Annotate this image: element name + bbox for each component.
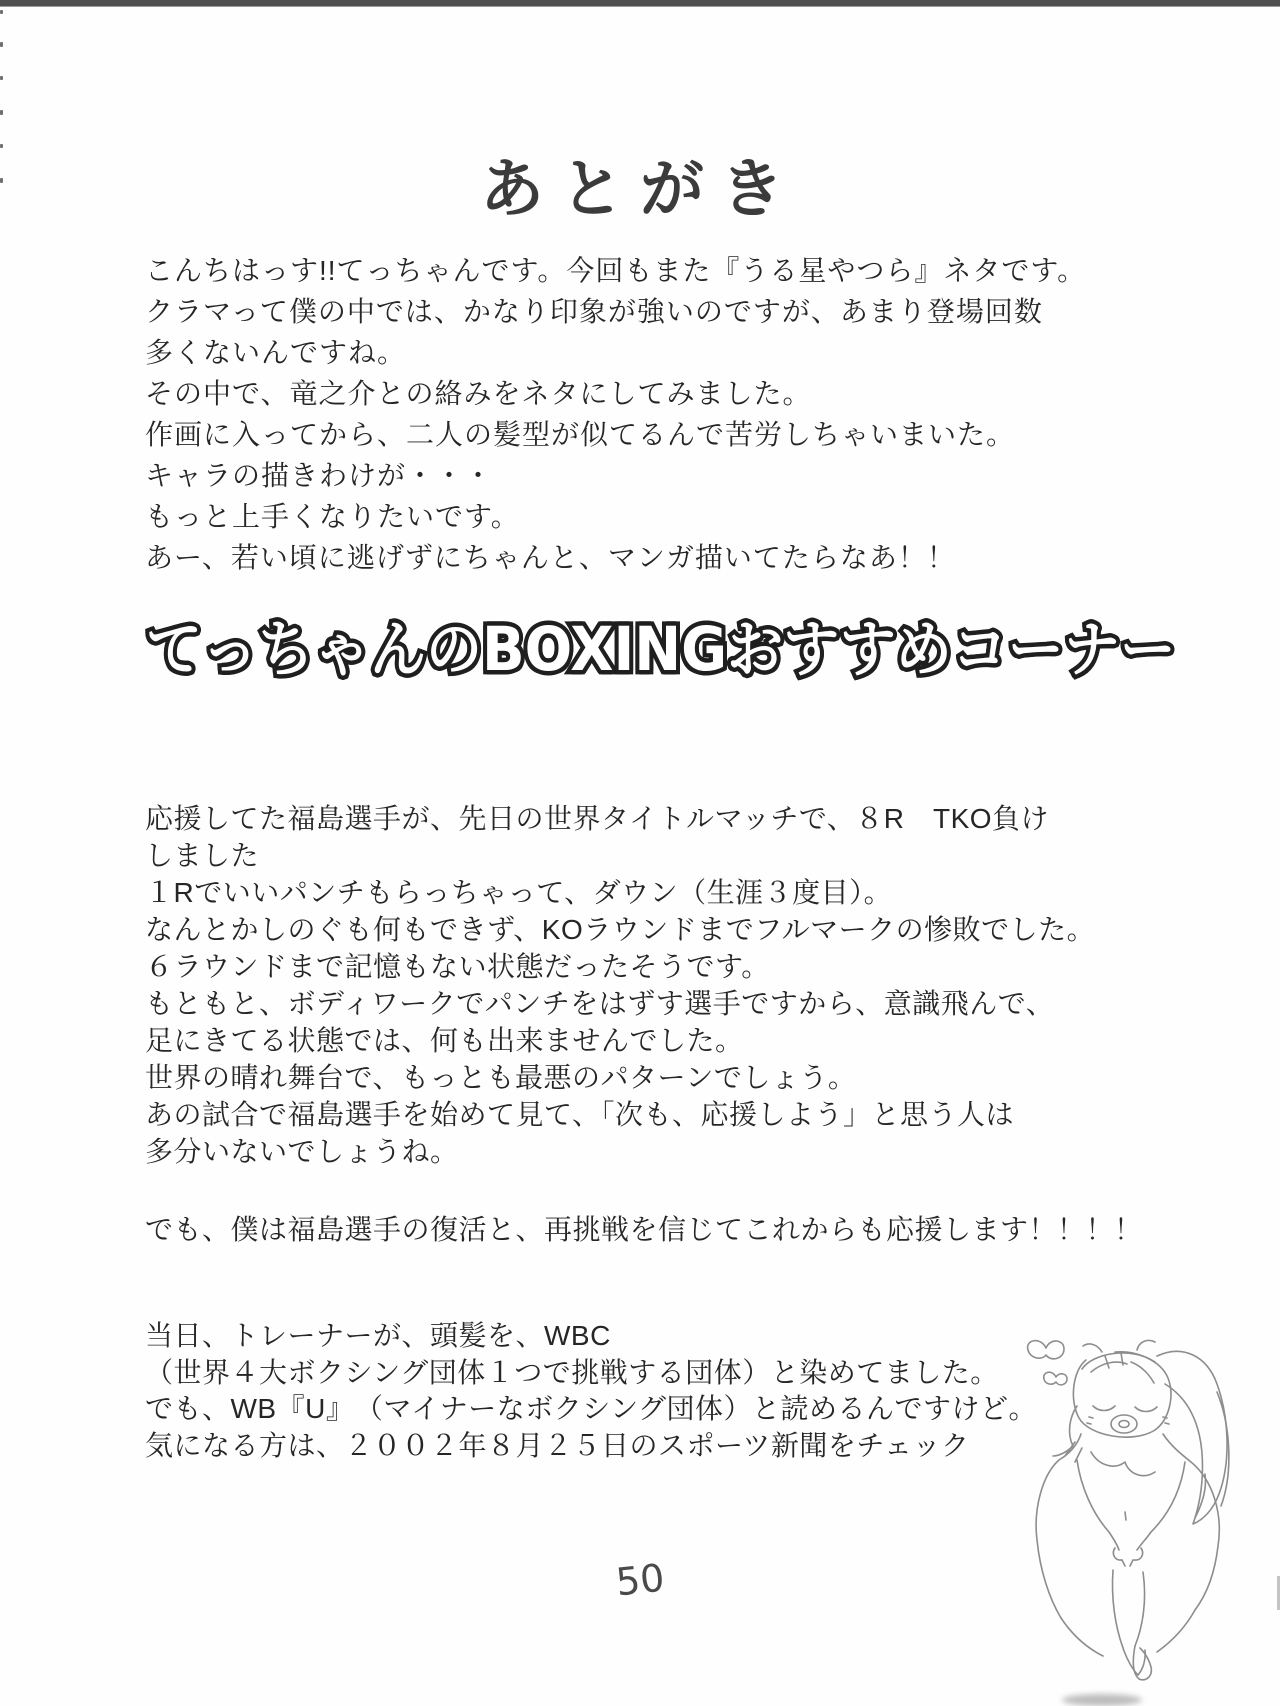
boxing-corner-heading: てっちゃんのBOXINGおすすめコーナー	[146, 614, 1176, 686]
boxing-report-line: しました	[145, 840, 260, 871]
page-number: 50	[613, 1555, 667, 1605]
trainer-line: （世界４大ボクシング団体１つで挑戦する団体）と染めてました。	[145, 1356, 999, 1388]
page-title: あとがき	[480, 153, 800, 227]
trainer-line: 気になる方は、２００２年８月２５日のスポーツ新聞をチェック	[145, 1429, 970, 1461]
afterword-paragraph	[145, 250, 1086, 578]
trainer-line: 当日、トレーナーが、頭髪を、WBC	[145, 1320, 611, 1351]
trainer-line: でも、WB『U』 （マイナーなボクシング団体）と読めるんですけど。	[145, 1393, 1038, 1424]
scan-speck	[0, 110, 3, 115]
afterword-line: あー、若い頃に逃げずにちゃんと、マンガ描いてたらなあ！！	[145, 542, 956, 573]
afterword-line: 作画に入ってから、二人の髪型が似てるんで苦労しちゃいまいた。	[145, 419, 1016, 450]
scan-speck	[0, 10, 3, 14]
afterword-line: その中で、竜之介との絡みをネタにしてみました。	[145, 378, 812, 409]
afterword-line: キャラの描きわけが・・・	[145, 460, 494, 491]
boxing-report-paragraph	[145, 800, 1095, 1170]
scan-speck	[0, 76, 3, 80]
heart-icon	[1028, 1341, 1064, 1359]
trainer-anecdote-paragraph	[145, 1318, 1037, 1464]
scan-edge-top	[0, 0, 1280, 7]
chibi-girl-doodle	[985, 1322, 1255, 1706]
afterword-line: クラマって僕の中では、かなり印象が強いのですが、あまり登場回数	[145, 296, 1043, 327]
boxing-report-line: 多分いないでしょうね。	[145, 1136, 459, 1167]
boxing-report-line: 応援してた福島選手が、先日の世界タイトルマッチで、８R TKO負け	[145, 803, 1050, 834]
boxing-report-line: なんとかしのぐも何もできず、KOラウンドまでフルマークの惨敗でした。	[145, 914, 1096, 945]
boxing-report-line: １Rでいいパンチもらっちゃって、ダウン（生涯３度目）。	[145, 877, 893, 908]
afterword-line: もっと上手くなりたいです。	[145, 501, 520, 532]
boxing-report-line: もともと、ボディワークでパンチをはずす選手ですから、意識飛んで、	[145, 988, 1055, 1019]
support-declaration-line: でも、僕は福島選手の復活と、再挑戦を信じてこれからも応援します！！！！	[145, 1214, 1143, 1245]
afterword-line: こんちはっす!!てっちゃんです。今回もまた『うる星やつら』ネタです。	[145, 255, 1087, 286]
heart-icon	[1044, 1372, 1067, 1385]
boxing-report-line: 足にきてる状態では、何も出来ませんでした。	[145, 1025, 744, 1056]
boxing-report-line: ６ラウンドまで記憶もない状態だったそうです。	[145, 951, 770, 982]
afterword-line: 多くないんですね。	[145, 337, 407, 368]
boxing-report-line: あの試合で福島選手を始めて見て、「次も、応援しよう」と思う人は	[145, 1099, 1014, 1130]
boxing-report-line: 世界の晴れ舞台で、もっとも最悪のパターンでしょう。	[145, 1062, 857, 1093]
scan-speck	[0, 42, 3, 47]
